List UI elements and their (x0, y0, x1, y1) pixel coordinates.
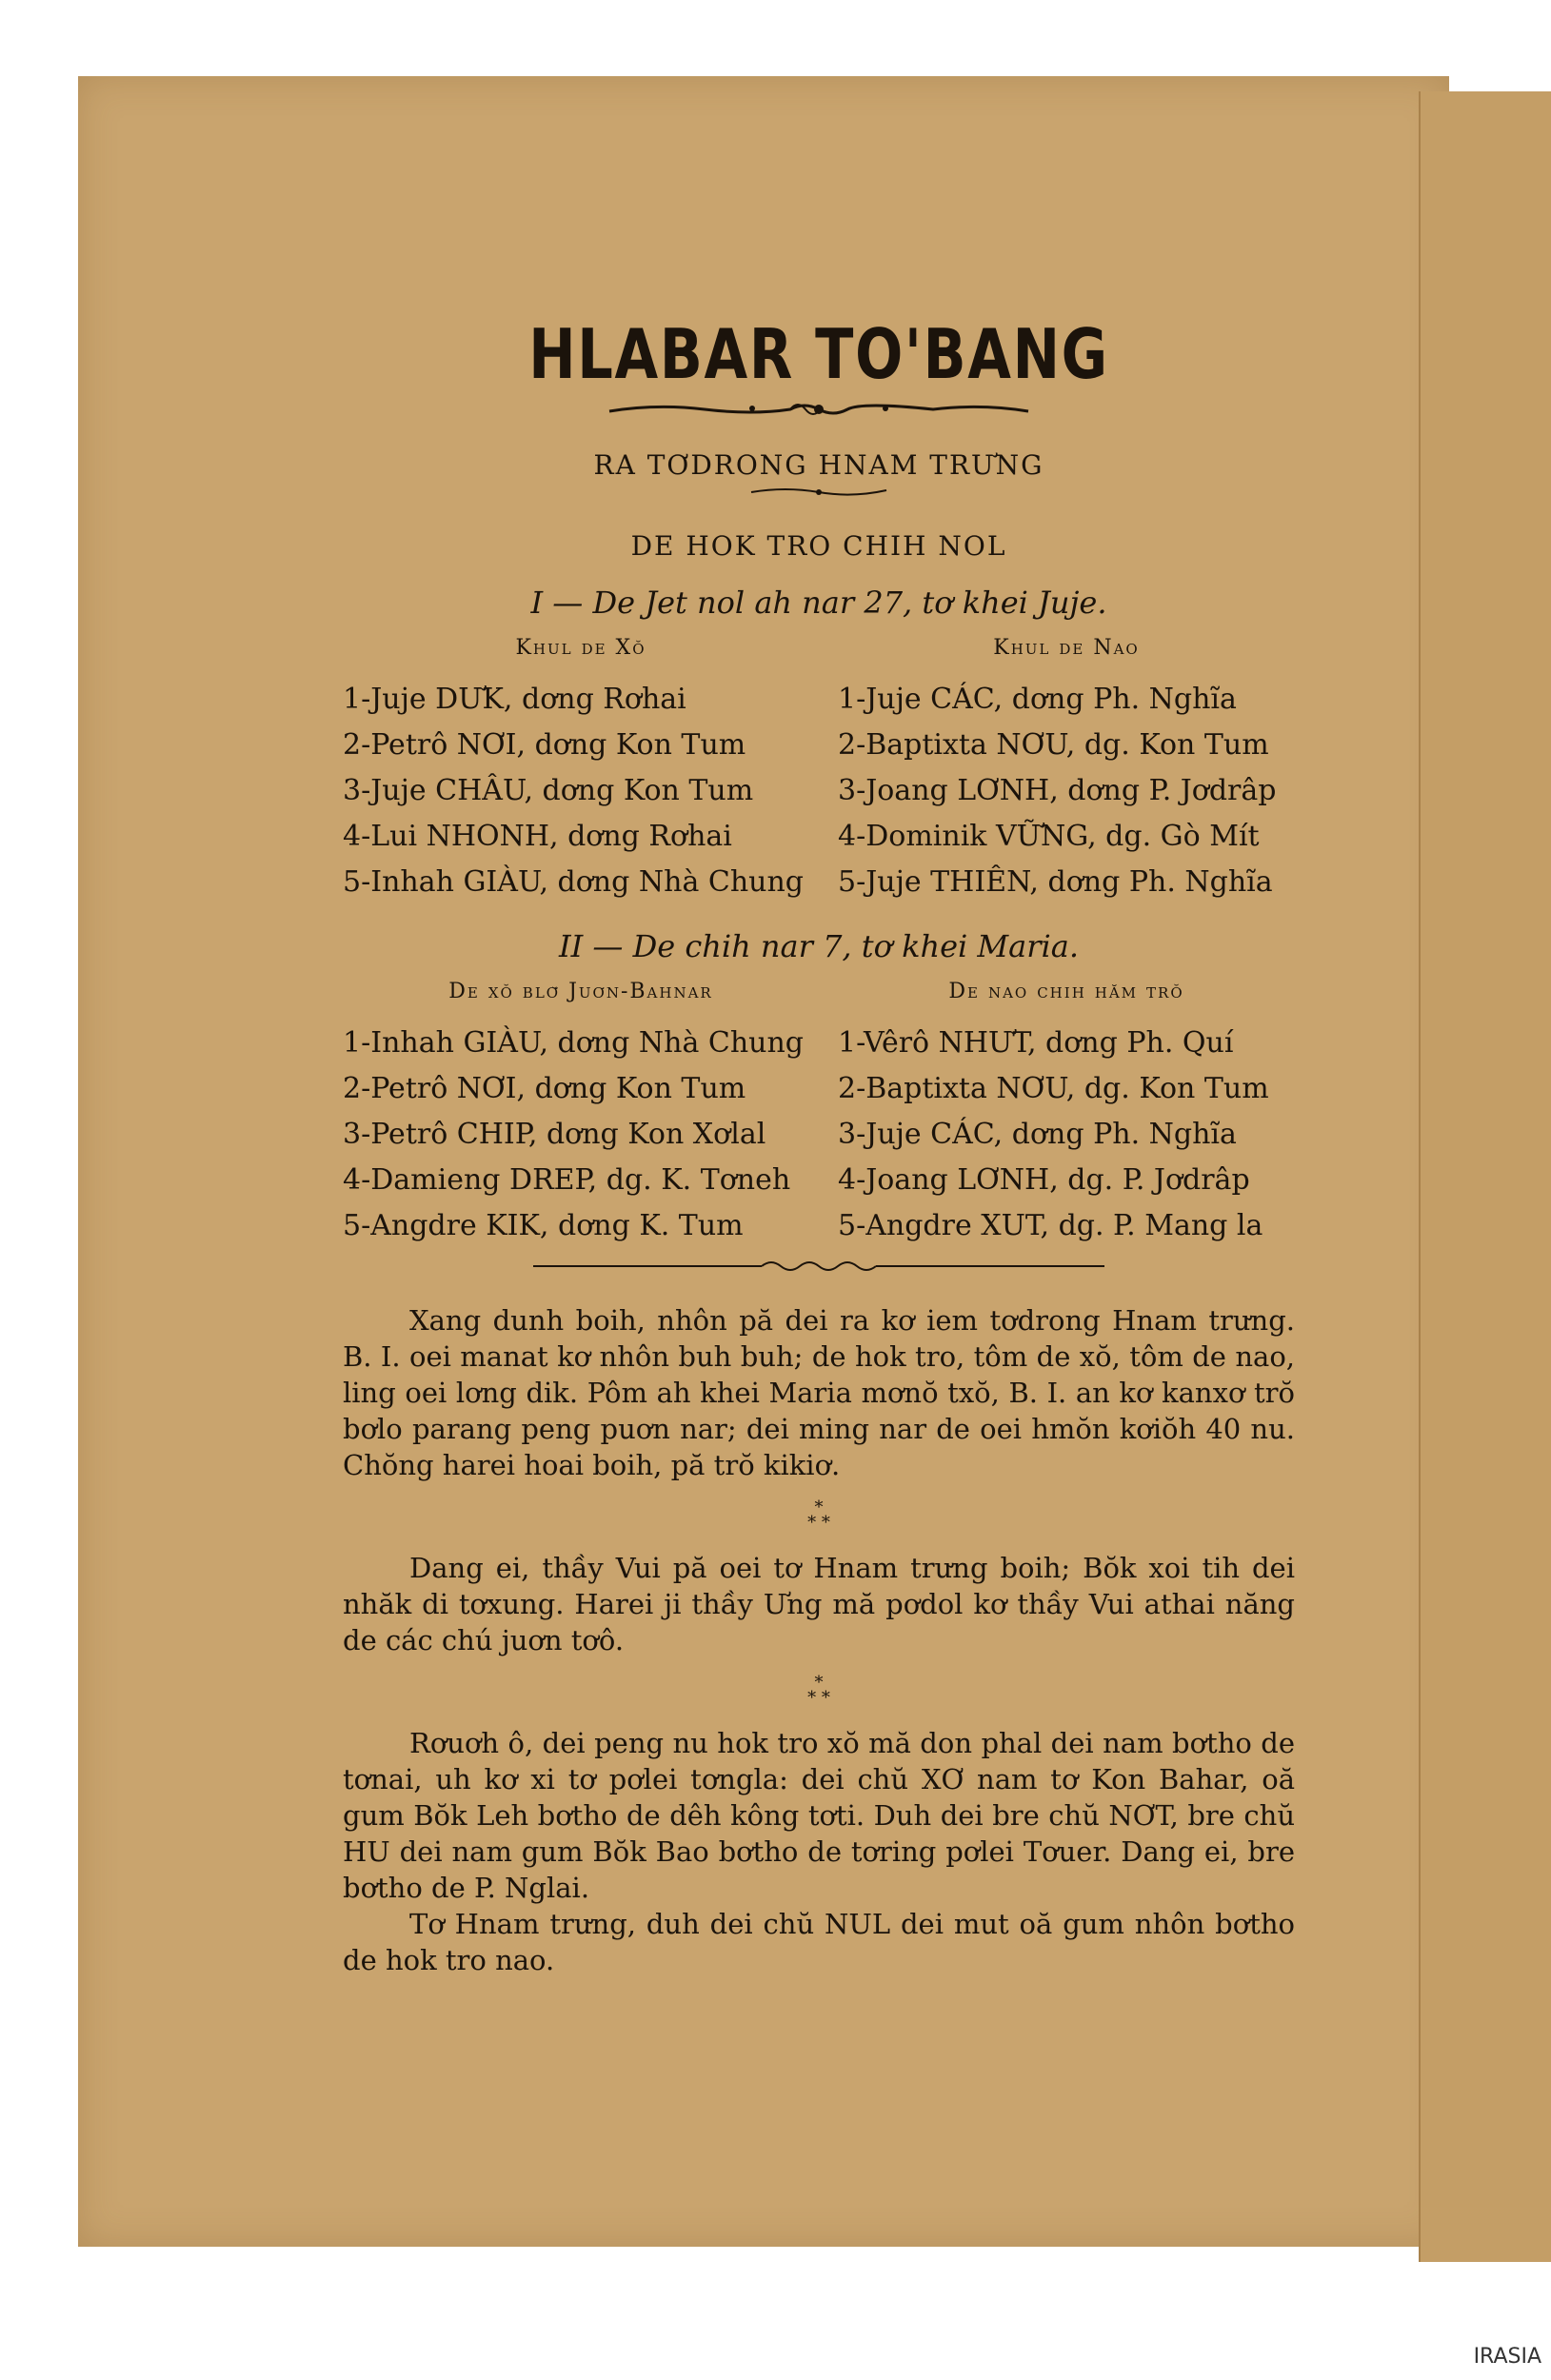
list-item: 1-Juje CÁC, dơng Ph. Nghĩa (838, 683, 1237, 716)
section-2-heading: II — De chih nar 7, tơ khei Maria. (558, 928, 1080, 964)
list-item: 1-Vêrô NHƯT, dơng Ph. Quí (838, 1026, 1234, 1060)
section-2-left-column (343, 972, 819, 1249)
list-item: 3-Petrô CHIP, dơng Kon Xơlal (343, 1118, 766, 1151)
column-header: De nao chih hăm trŏ (948, 980, 1184, 1003)
watermark: IRASIA (1473, 2345, 1541, 2369)
list-item: 3-Joang LƠNH, dơng P. Jơdrâp (838, 774, 1277, 807)
title-ornament (600, 398, 1038, 421)
paragraph: Xang dunh boih, nhôn pă dei ra kơ iem tơdrong Hnam trưng. B. I. oei manat kơ nhôn buh buh; de hok tro, tôm de xŏ, tôm de nao, ling oei lơng dik. Pôm ah khei Maria mơnŏ txŏ, B. I. an kơ kanxơ trŏ bơlo parang peng puơn nar; dei ming nar de oei hmŏn kơiŏh 40 nu. Chŏng harei hoai boih, pă trŏ kikiơ. (343, 1304, 1295, 1481)
list-item: 4-Lui NHONH, dơng Rơhai (343, 820, 732, 853)
list-item: 5-Inhah GIÀU, dơng Nhà Chung (343, 865, 804, 899)
column-header: Khul de Nao (993, 636, 1140, 660)
paragraph: Rơuơh ô, dei peng nu hok tro xŏ mă don phal dei nam bơtho de tơnai, uh kơ xi tơ pơlei tơngla: dei chŭ XƠ nam tơ Kon Bahar, oă gum Bŏk Leh bơtho de dêh kông tơti. Duh dei bre chŭ NƠT, bre chŭ HU dei nam gum Bŏk Bao bơtho de tơring pơlei Tơuer. Dang ei, bre bơtho de P. Nglai. (343, 1727, 1295, 1904)
subtitle-secondary: DE HOK TRO CHIH NOL (630, 530, 1007, 562)
column-header: De xŏ blơ̆ Juơn-Bahnar (448, 980, 713, 1003)
page-title: HLABAR TO'BANG (528, 314, 1109, 394)
document-body (343, 314, 1295, 1978)
subtitle: RA TƠDRONG HNAM TRƯNG (593, 449, 1044, 481)
list-item: 4-Damieng DREP, dg. K. Tơneh (343, 1163, 791, 1197)
section-divider (533, 1259, 1104, 1274)
list-item: 2-Petrô NƠI, dơng Kon Tum (343, 728, 746, 762)
list-item: 5-Juje THIÊN, dơng Ph. Nghĩa (838, 865, 1273, 899)
paragraph: Dang ei, thầy Vui pă oei tơ Hnam trưng boih; Bŏk xoi tih dei nhăk di tơxung. Harei ji thầy Ưng mă pơdol kơ thầy Vui athai năng de các chú juơn tơô. (343, 1552, 1295, 1656)
section-1-columns (343, 628, 1295, 905)
section-2-columns (343, 972, 1295, 1249)
list-item: 5-Angdre KIK, dơng K. Tum (343, 1209, 744, 1242)
asterism: * * * (807, 1497, 830, 1533)
list-item: 4-Dominik VỮNG, dg. Gò Mít (838, 820, 1260, 853)
section-1-right-column (838, 628, 1295, 905)
list-item: 5-Angdre XUT, dg. P. Mang la (838, 1209, 1263, 1242)
column-header: Khul de Xŏ (515, 636, 646, 660)
list-item: 3-Juje CÁC, dơng Ph. Nghĩa (838, 1118, 1237, 1151)
paragraph: Tơ Hnam trưng, duh dei chŭ NUL dei mut oă gum nhôn bơtho de hok tro nao. (343, 1908, 1295, 1976)
list-item: 2-Petrô NƠI, dơng Kon Tum (343, 1072, 746, 1105)
list-item: 1-Inhah GIÀU, dơng Nhà Chung (343, 1026, 804, 1060)
subtitle-ornament (747, 485, 890, 498)
asterism: * * * (807, 1673, 830, 1708)
section-2-right-column (838, 972, 1295, 1249)
adjacent-page-edge (1419, 91, 1551, 2262)
list-item: 4-Joang LƠNH, dg. P. Jơdrâp (838, 1163, 1250, 1197)
list-item: 2-Baptixta NƠU, dg. Kon Tum (838, 728, 1269, 762)
list-item: 2-Baptixta NƠU, dg. Kon Tum (838, 1072, 1269, 1105)
section-1-heading: I — De Jet nol ah nar 27, tơ khei Juje. (530, 585, 1107, 621)
section-1-left-column (343, 628, 819, 905)
list-item: 1-Juje DƯK, dơng Rơhai (343, 683, 686, 716)
list-item: 3-Juje CHÂU, dơng Kon Tum (343, 774, 754, 807)
